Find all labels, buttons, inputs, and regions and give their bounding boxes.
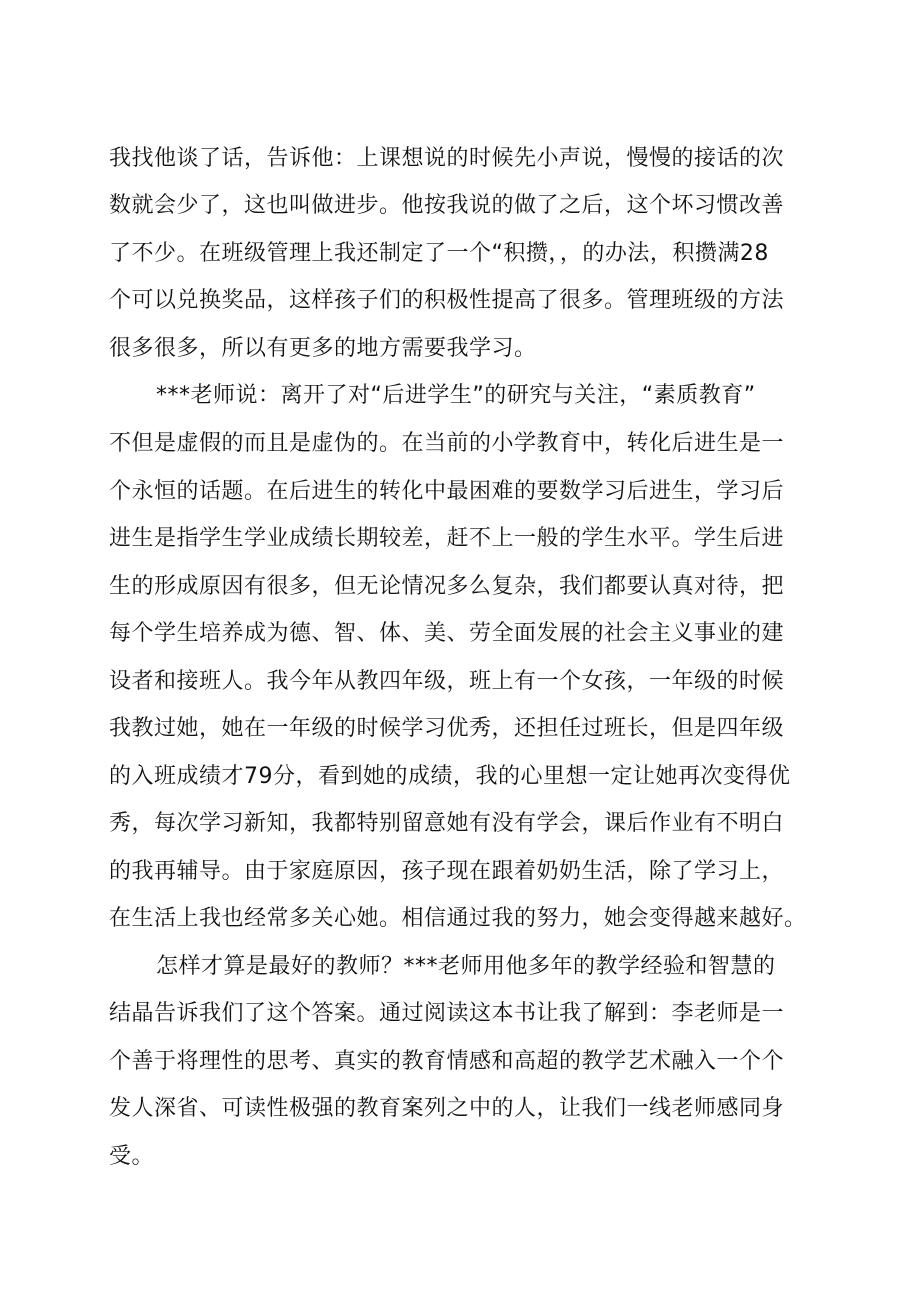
text-line: 的我再辅导。由于家庭原因，孩子现在跟着奶奶生活，除了学习上，: [109, 859, 785, 884]
text-line: 生的形成原因有很多，但无论情况多么复杂，我们都要认真对待，把: [109, 574, 785, 599]
text-line: 在生活上我也经常多关心她。相信通过我的努力，她会变得越来越好。: [109, 906, 807, 931]
text-line: 个善于将理性的思考、真实的教育情感和高超的教学艺术融入一个个: [109, 1049, 785, 1074]
paragraph-start-line: 怎样才算是最好的教师？***老师用他多年的教学经验和智慧的: [156, 954, 776, 979]
text-line: 进生是指学生学业成绩长期较差，赶不上一般的学生水平。学生后进: [109, 526, 785, 551]
text-line: 的入班成绩才79分，看到她的成绩，我的心里想一定让她再次变得优: [109, 764, 791, 789]
text-line: 了不少。在班级管理上我还制定了一个“积攒，，的办法，积攒满28: [109, 241, 769, 266]
text-line: 每个学生培养成为德、智、体、美、劳全面发展的社会主义事业的建: [109, 621, 785, 646]
text-line: 我找他谈了话，告诉他：上课想说的时候先小声说，慢慢的接话的次: [109, 146, 785, 171]
text-line: 设者和接班人。我今年从教四年级，班上有一个女孩，一年级的时候: [109, 669, 785, 694]
text-line: 个可以兑换奖品，这样孩子们的积极性提高了很多。管理班级的方法: [109, 288, 785, 313]
paragraph-start-line: ***老师说：离开了对“后进学生”的研究与关注，“素质教育”: [156, 383, 756, 408]
text-line: 个永恒的话题。在后进生的转化中最困难的要数学习后进生，学习后: [109, 479, 785, 504]
text-line: 发人深省、可读性极强的教育案列之中的人，让我们一线老师感同身: [109, 1096, 785, 1121]
text-line: 受。: [109, 1144, 155, 1169]
text-line: 我教过她，她在一年级的时候学习优秀，还担任过班长，但是四年级: [109, 716, 785, 741]
text-line: 结晶告诉我们了这个答案。通过阅读这本书让我了解到：李老师是一: [109, 1001, 785, 1026]
text-line: 数就会少了，这也叫做进步。他按我说的做了之后，这个坏习惯改善: [109, 193, 785, 218]
text-line: 秀，每次学习新知，我都特别留意她有没有学会，课后作业有不明白: [109, 811, 785, 836]
text-line: 很多很多，所以有更多的地方需要我学习。: [109, 336, 537, 361]
text-line: 不但是虚假的而且是虚伪的。在当前的小学教育中，转化后进生是一: [109, 431, 785, 456]
